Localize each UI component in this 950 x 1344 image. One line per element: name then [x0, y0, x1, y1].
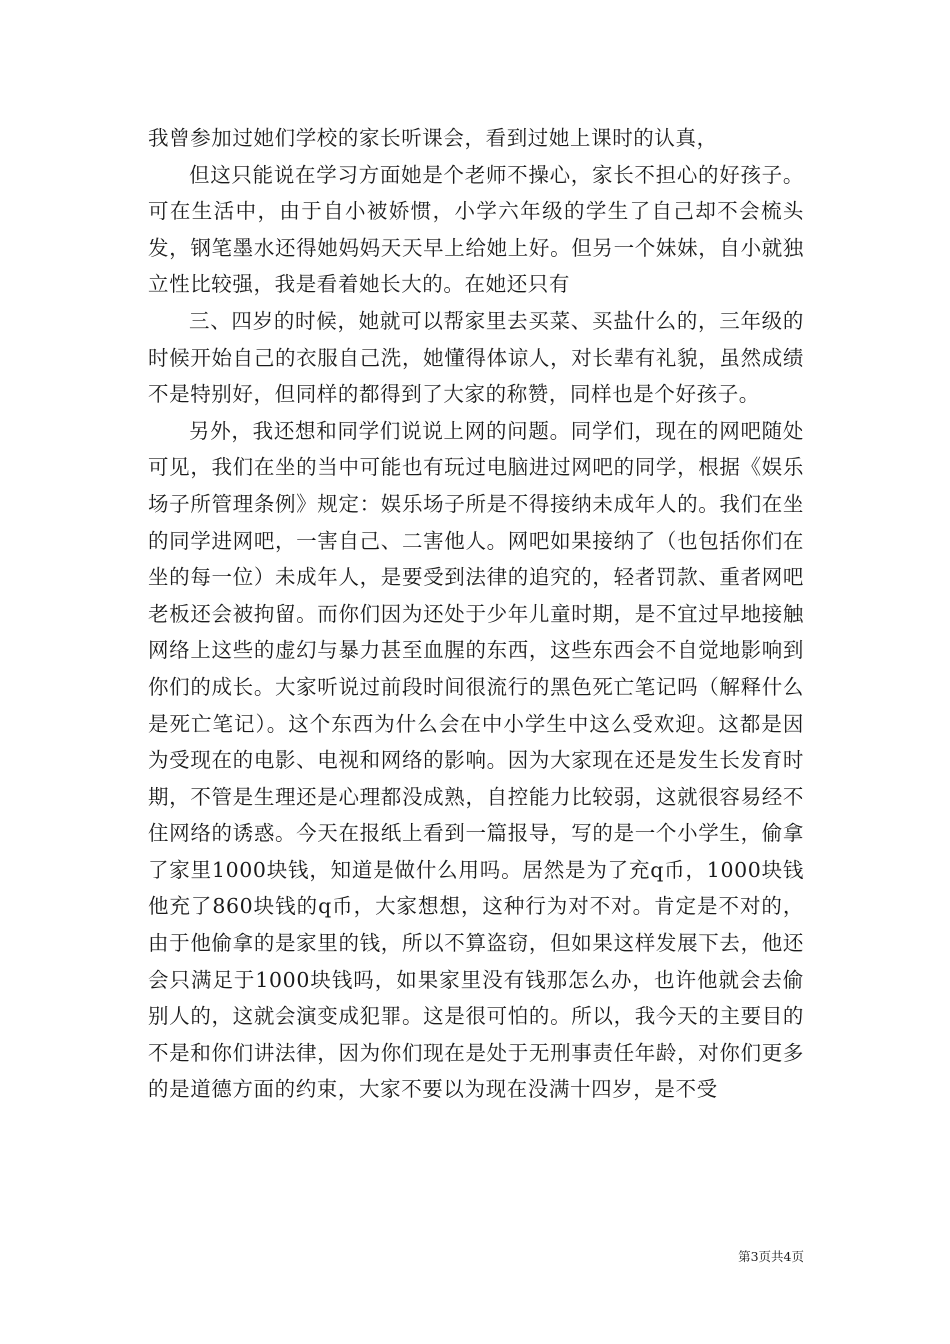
page-number-footer: 第3页共4页 [738, 1249, 804, 1264]
paragraph-4: 另外，我还想和同学们说说上网的问题。同学们，现在的网吧随处可见，我们在坐的当中可能也有玩过电脑进过网吧的同学，根据《娱乐场子所管理条例》规定：娱乐场子所是不得接纳未成年人的。我们在坐的同学进网吧，一害自己、二害他人。网吧如果接纳了（也包括你们在坐的每一位）未成年人，是要受到法律的追究的，轻者罚款、重者网吧老板还会被拘留。而你们因为还处于少年儿童时期，是不宜过早地接触网络上这些的虚幻与暴力甚至血腥的东西，这些东西会不自觉地影响到你们的成长。大家听说过前段时间很流行的黑色死亡笔记吗（解释什么是死亡笔记）。这个东西为什么会在中小学生中这么受欢迎。这都是因为受现在的电影、电视和网络的影响。因为大家现在还是发生长发育时期，不管是生理还是心理都没成熟，自控能力比较弱，这就很容易经不住网络的诱惑。今天在报纸上看到一篇报导，写的是一个小学生，偷拿了家里1000块钱，知道是做什么用吗。居然是为了充q币，1000块钱他充了860块钱的q币，大家想想，这种行为对不对。肯定是不对的，由于他偷拿的是家里的钱，所以不算盗窃，但如果这样发展下去，他还会只满足于1000块钱吗，如果家里没有钱那怎么办，也许他就会去偷别人的，这就会演变成犯罪。这是很可怕的。所以，我今天的主要目的不是和你们讲法律，因为你们现在是处于无刑事责任年龄，对你们更多的是道德方面的约束，大家不要以为现在没满十四岁，是不受 [148, 418, 804, 1102]
paragraph-3: 三、四岁的时候，她就可以帮家里去买菜、买盐什么的，三年级的时候开始自己的衣服自己洗，她懂得体谅人，对长辈有礼貌，虽然成绩不是特别好，但同样的都得到了大家的称赞，同样也是个好孩子。 [148, 308, 804, 407]
paragraph-2: 但这只能说在学习方面她是个老师不操心，家长不担心的好孩子。可在生活中，由于自小被娇惯，小学六年级的学生了自己却不会梳头发，钢笔墨水还得她妈妈天天早上给她上好。但另一个妹妹，自小就独立性比较强，我是看着她长大的。在她还只有 [148, 162, 804, 297]
body-text [148, 120, 804, 1108]
paragraph-1: 我曾参加过她们学校的家长听课会，看到过她上课时的认真， [148, 126, 718, 150]
